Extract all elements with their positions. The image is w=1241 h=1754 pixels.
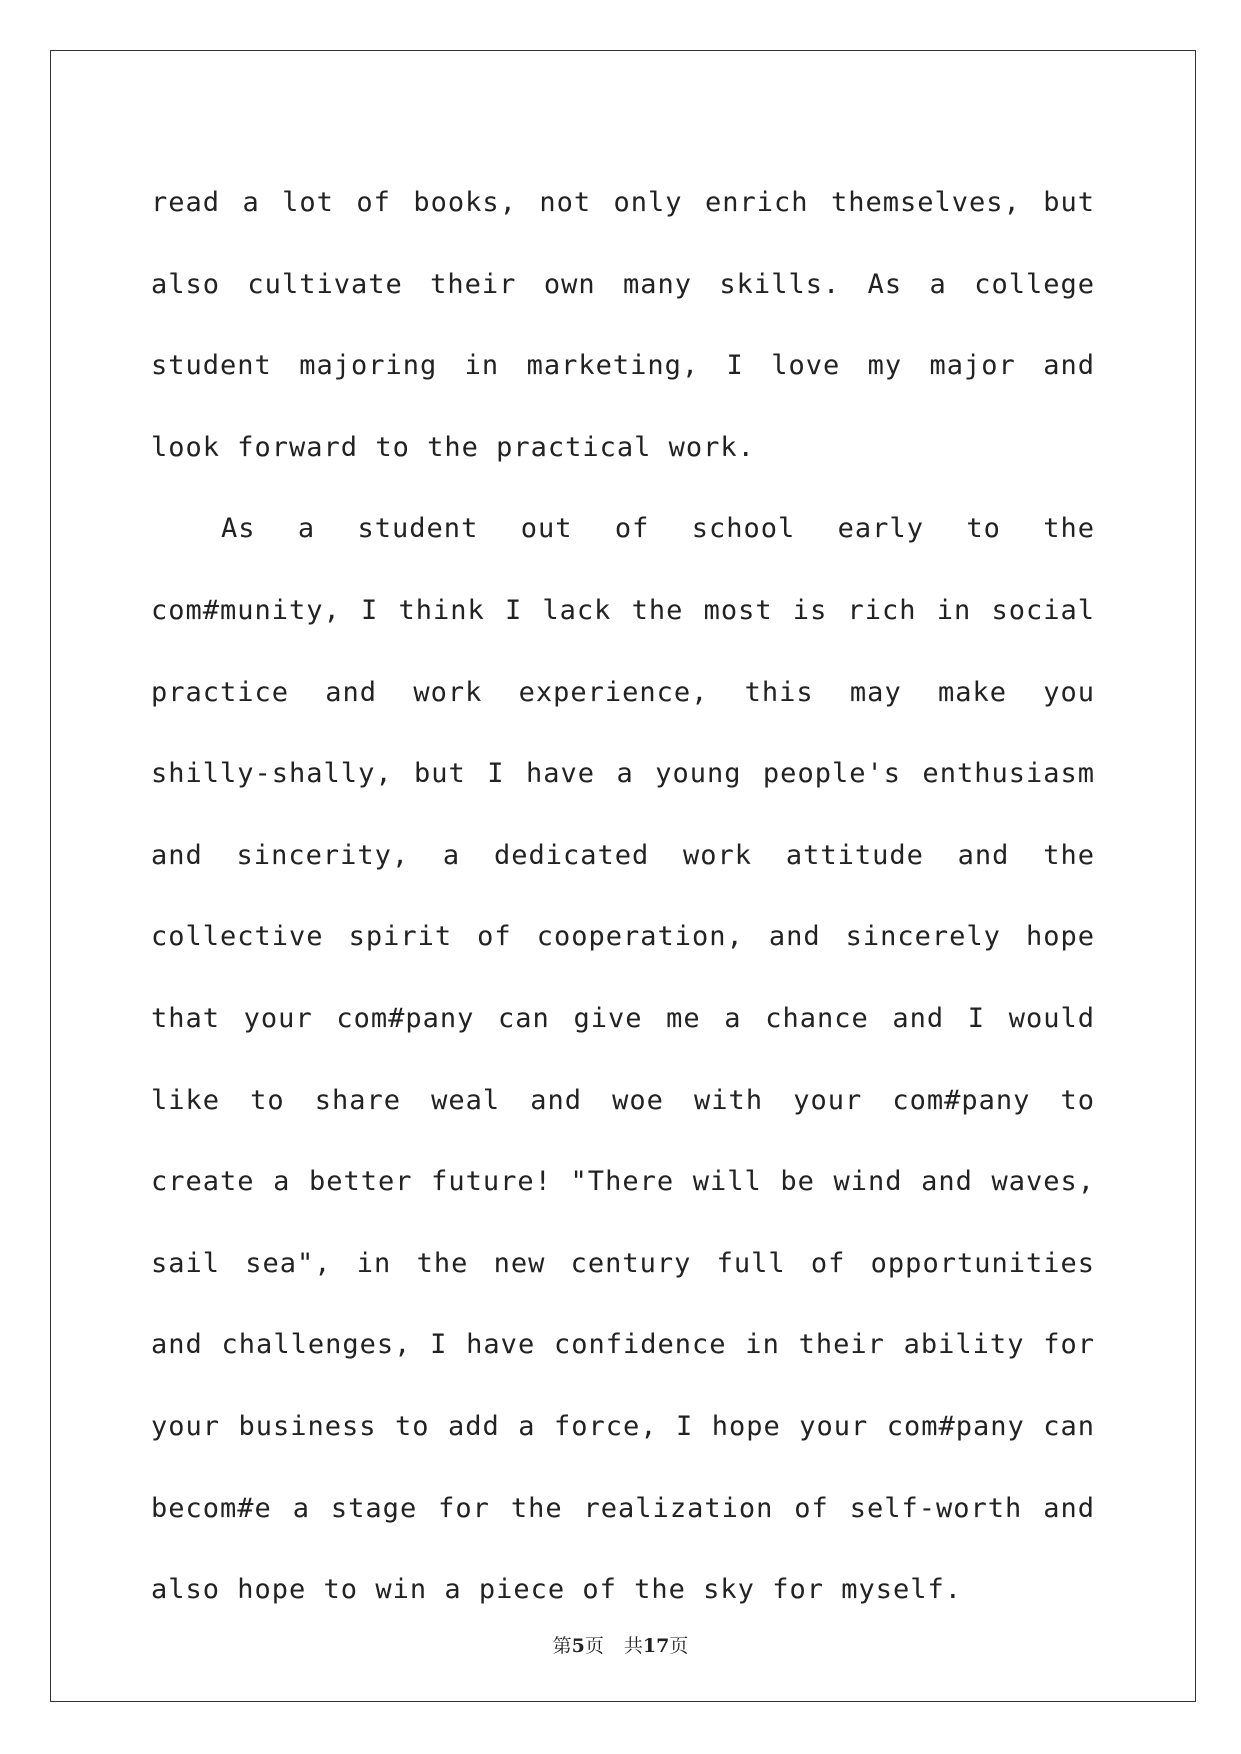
paragraph-2: As a student out of school early to the com#munity, I think I lack the most is rich in social practice and work experience, this may make you shilly-shally, but I have a young people's enthusiasm and sincerity, a dedicated work attitude and the collective spirit of cooperation, and sincerely hope that your com#pany can give me a chance and I would like to share weal and woe with your com#pany to create a better future! "There will be wind and waves, sail sea", in the new century full of opportunities and challenges, I have confidence in their ability for your business to add a force, I hope your com#pany can becom#e a stage for the realization of self-worth and also hope to win a piece of the sky for myself.	[151, 513, 1095, 1606]
total-prefix: 共	[623, 1635, 643, 1657]
page-prefix: 第	[552, 1635, 572, 1657]
page-number: 5	[571, 1635, 585, 1657]
paragraph-1: read a lot of books, not only enrich themselves, but also cultivate their own many skills. As a college student majoring in marketing, I love my major and look forward to the practical work.	[151, 187, 1095, 463]
total-suffix: 页	[669, 1635, 689, 1657]
page-footer	[0, 1631, 1241, 1658]
total-pages: 17	[642, 1635, 670, 1657]
page-suffix: 页	[584, 1635, 604, 1657]
document-body	[151, 162, 1095, 1631]
